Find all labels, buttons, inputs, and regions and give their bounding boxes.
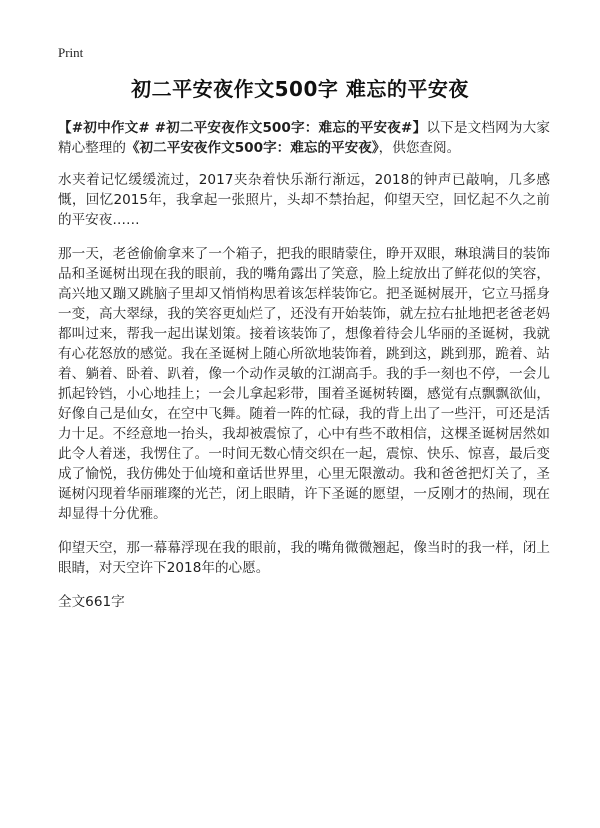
body-paragraph-3: 仰望天空，那一幕幕浮现在我的眼前，我的嘴角微微翘起，像当时的我一样，闭上眼睛，对天空许下2018年的心愿。 <box>58 540 550 576</box>
body-paragraph-2: 那一天，老爸偷偷拿来了一个箱子，把我的眼睛蒙住，睁开双眼，琳琅满目的装饰品和圣诞树出现在我的眼前，我的嘴角露出了笑意，脸上绽放出了鲜花似的笑容，高兴地又蹦又跳脑子里却又悄悄构思着该怎样装饰它。把圣诞树展开，它立马摇身一变，高大翠绿，我的笑容更灿烂了，还没有开始装饰，就左拉右扯地把老爸老妈都叫过来，帮我一起出谋划策。接着该装饰了，想像着待会儿华丽的圣诞树，我就有心花怒放的感觉。我在圣诞树上随心所欲地装饰着，跳到这，跳到那，跪着、站着、躺着、卧着、趴着，像一个动作灵敏的江湖高手。我的手一刻也不停，一会儿抓起铃铛，小心地挂上；一会儿拿起彩带，围着圣诞树转圈，感觉有点飘飘欲仙，好像自己是仙女，在空中飞舞。随着一阵的忙碌，我的背上出了一些汗，可还是活力十足。不经意地一抬头，我却被震惊了，心中有些不敢相信，这棵圣诞树居然如此令人着迷，我愣住了。一时间无数心情交织在一起，震惊、快乐、惊喜，最后变成了愉悦，我仿佛处于仙境和童话世界里，心里无限激动。我和爸爸把灯关了，圣诞树闪现着华丽璀璨的光芒，闭上眼睛，许下圣诞的愿望，一反刚才的热闹，现在却显得十分优雅。 <box>58 246 550 522</box>
intro-paragraph <box>58 118 550 158</box>
intro-link-title: 《初二平安夜作文500字：难忘的平安夜》 <box>125 140 379 156</box>
print-link[interactable]: Print <box>58 45 84 60</box>
article-body <box>58 118 550 612</box>
article-title: 初二平安夜作文500字 难忘的平安夜 <box>131 77 469 101</box>
intro-text-after: ，供您查阅。 <box>378 140 461 156</box>
intro-tags: 【#初中作文# #初二平安夜作文500字：难忘的平安夜#】 <box>58 120 427 136</box>
body-paragraph-1: 水夹着记忆缓缓流过，2017夹杂着快乐渐行渐远，2018的钟声已敲响，几多感慨，回忆2015年，我拿起一张照片，头却不禁抬起，仰望天空，回忆起不久之前的平安夜…… <box>58 172 550 228</box>
intro-text-before: 以下是文档网为大家精心整理的 <box>58 120 551 156</box>
word-count: 全文661字 <box>58 594 125 610</box>
